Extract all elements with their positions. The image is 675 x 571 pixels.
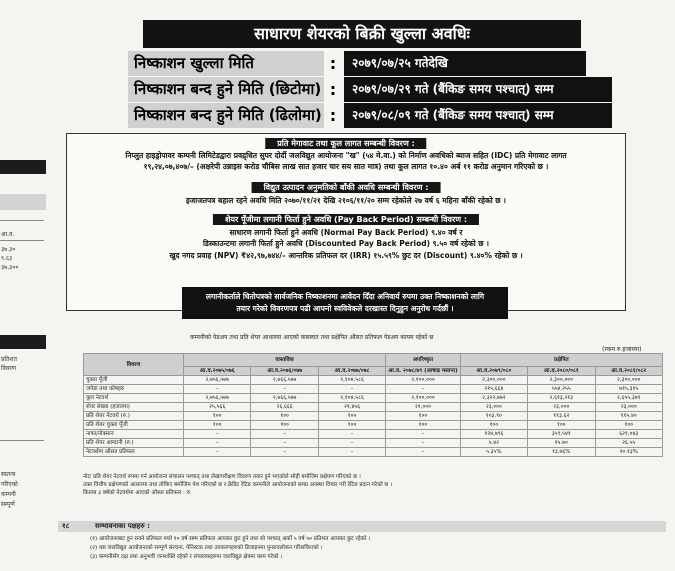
cost-section-heading: प्रति मेगावाट तथा कूल लागत सम्बन्धी विवरण : [265, 138, 426, 149]
table-cell: १०० [318, 412, 385, 421]
table-row [84, 421, 663, 430]
sale-period-banner: साधारण शेयरको बिक्री खुल्ला अवधिः [143, 20, 581, 48]
table-cell: – [184, 385, 251, 394]
table-note: किताब ३ बर्षको नेटवर्थमा आएको औसत प्रतिफल : रु. [83, 490, 192, 496]
left-label: प्रतिशत [1, 356, 17, 363]
list-item: (३) कम्पनीसँग दक्ष तथा अनुभवी जनशक्ति रहेको र संचालकहरुमा जलविद्युत क्षेत्रमा काम गरेको । [90, 554, 283, 560]
table-cell: – [251, 448, 318, 457]
table-cell: २१५,६६४ [460, 385, 527, 394]
table-cell: २०.१३% [595, 448, 663, 457]
table-cell: – [184, 448, 251, 457]
left-divider [0, 440, 44, 441]
prospects-list [90, 535, 665, 562]
license-text-line: इजाजतपत्र बहाल रहने अवधि मिति २०७०/११/२१ देखि २१०६/११/२० सम्म रहेकोले २७ वर्ष ६ महिना बाँकी रहेको छ । [186, 196, 506, 205]
column-group-actual: वास्तविक [184, 354, 386, 367]
warning-line: तयार गरेको विवरणपत्र पढी आफ्नो स्वविवेकले दरखास्त दिनुहुन अनुरोध गर्दछौं । [236, 304, 454, 313]
issue-close-early-date: २०७९/०७/२९ गते (बैंकिङ समय पश्चात्) सम्म [344, 77, 612, 102]
table-cell: – [318, 448, 385, 457]
table-cell: १०० [386, 421, 460, 430]
table-notes [83, 473, 663, 497]
section-title: सम्भावनाका पक्षहरु : [95, 522, 150, 530]
table-cell: २,१०४,५८६ [318, 394, 385, 403]
table-cell: ६२१,०४३ [595, 430, 663, 439]
table-cell: १०० [460, 421, 527, 430]
table-row [84, 448, 663, 457]
warning-line: लगानीकर्ताले धितोपत्रको सार्वजनिक निष्काशनमा आवेदन दिँदा अनिवार्य रुपमा उक्त निष्काशनको लागि [205, 292, 485, 301]
payback-text-line: डिस्काउन्टमा लगानी फिर्ता हुने अवधि (Discounted Pay Back Period) ९.५० वर्ष रहेको छ । [202, 239, 490, 248]
table-row [84, 376, 663, 385]
left-value: ३७.३० [1, 246, 16, 253]
row-label: शेयर संख्या (हजारमा) [84, 403, 184, 412]
table-note: नोटः प्रति शेयर नेटवर्थ रुपमा गर्न आयोजना संचालन पश्चात् तथा लेखापरीक्षण विवरण तयार हुने भएकोले सोही बमोजिम प्रक्षेपण गरिएको छ । [83, 474, 361, 480]
table-cell: १०० [318, 421, 385, 430]
license-section-heading: विद्युत उत्पादन अनुमतिको बाँकी अवधि सम्बन्धी विवरण : [252, 182, 441, 193]
left-divider [0, 240, 44, 241]
table-cell: २६.५५ [595, 439, 663, 448]
cost-text-line: १९,२४,०७,४०७/– (अक्षरेपी उन्नाइस करोड चौबिस लाख सात हजार चार सय सात मात्र) तथा कूल लागत १०.४० अर्ब ११ करोड अनुमान गरिएको छ । [143, 162, 549, 171]
cost-text-line: निप्लुत हाइड्रोपावर कम्पनी लिमिटेडद्वारा प्रवद्र्धित सुपर दोर्दी जलविद्युत आयोजना "ख" (५४ मे.वा.) को निर्माण अवधिको ब्याज सहित (IDC) प्रति मेगावाट लागत [125, 151, 567, 160]
table-cell: १३.७६% [528, 448, 595, 457]
column-group-unaudited: अपरिष्कृत [386, 354, 460, 367]
investor-warning-box [182, 287, 508, 319]
table-cell: – [251, 439, 318, 448]
project-info-box [66, 133, 626, 311]
table-row [84, 430, 663, 439]
table-row [84, 412, 663, 421]
table-cell: २३,००० [460, 403, 527, 412]
table-cell: २,७५६,५७७ [184, 376, 251, 385]
column-header-unaudited-year: आ.व. २०७८/७९ (आषाढ मसान्त) [386, 367, 460, 376]
table-cell: २,६१३,२१३ [528, 394, 595, 403]
table-cell: ५.३५% [460, 448, 527, 457]
row-label: प्रति शेयर नेटवर्थ (रु.) [84, 412, 184, 421]
payback-text-line: साधारण लगानी फिर्ता हुने अवधि (Normal Pay Back Period) ९.४० वर्ष र [229, 228, 463, 237]
row-label: प्रति शेयर चुक्ता पूँजी [84, 421, 184, 430]
table-cell: १०० [184, 421, 251, 430]
left-label: गरिएको [1, 481, 18, 488]
left-label: कम्पनी [1, 491, 16, 498]
financial-table-body [84, 376, 663, 457]
row-label: नेटवर्थमा औसत प्रतिफल [84, 448, 184, 457]
financial-table [83, 353, 663, 457]
table-cell: २३,००० [528, 403, 595, 412]
list-item: (२) यस जलविद्युत आयोजनाको सम्पूर्ण संरचना, पेनिस्टक तथा उपकरणहरुको डिजाइनमा पुनरावलोकन गरिसकिएको । [90, 545, 323, 551]
table-cell: २,१००,००० [386, 376, 460, 385]
left-value: ३७,३०० [1, 264, 19, 271]
colon: : [329, 54, 337, 73]
colon: : [329, 80, 337, 99]
table-cell: १०० [386, 412, 460, 421]
table-cell: २५,५६६ [184, 403, 251, 412]
npv-irr-text-line: खुद नगद प्रवाह (NPV) ₹४२,९७,७४४/– आन्तरिक प्रतिफल दर (IRR) १५.५९% छुट दर (Discount) ९.४०% रहेको छ । [169, 251, 523, 260]
table-cell: – [251, 430, 318, 439]
column-header-description: विवरण [84, 354, 184, 376]
table-cell: २,७६६,५७७ [251, 376, 318, 385]
issue-open-date: २०७९/०७/२५ गतेदेखि [344, 51, 586, 76]
table-cell: ११५.४० [595, 412, 663, 421]
table-cell: १०३.९० [460, 412, 527, 421]
table-note: उक्त वित्तीय प्रक्षेपणको आधारमा तथा तोकिए बमोजिम पेश गरिएको छ र क्रेडिट रेटिङ कम्पनीले आयोजनाको समग्र अवस्था विचार गरी रेटिङ प्रदान गरेको छ । [83, 482, 393, 488]
column-header-year: आ.व.२०७६/०७७ [251, 367, 318, 376]
table-cell: ५.४२ [460, 439, 527, 448]
table-cell: २१,४५६ [318, 403, 385, 412]
table-cell: – [386, 385, 460, 394]
table-cell: २,६५५,३७९ [595, 394, 663, 403]
left-column-header-bar [0, 160, 46, 174]
column-header-year: आ.व.२०८१/०८२ [595, 367, 663, 376]
left-cutoff-column [0, 150, 46, 571]
left-column-grey-band [0, 194, 46, 210]
table-cell: १२४,७९६ [460, 430, 527, 439]
left-col-heading: आ.व. [1, 231, 15, 238]
table-cell: – [386, 430, 460, 439]
row-label: चुक्ता पूँजी [84, 376, 184, 385]
table-cell: १०० [251, 421, 318, 430]
section-number: १८ [62, 522, 70, 530]
left-label: सम्पूर्ण [1, 501, 15, 508]
left-divider [0, 220, 44, 221]
table-cell: ५५४,२५५ [528, 385, 595, 394]
issue-open-label: निष्काशन खुल्ला मिति [128, 51, 324, 76]
table-cell: २६,६६६ [251, 403, 318, 412]
table-row [84, 403, 663, 412]
table-header-row [84, 354, 663, 367]
issue-close-early-row [128, 77, 612, 102]
row-label: नाफा/नोक्सान [84, 430, 184, 439]
left-column-section-bar [0, 335, 46, 349]
table-cell: १०० [251, 412, 318, 421]
table-cell: ११३.६२ [528, 412, 595, 421]
table-cell: २,७५६,५७७ [184, 394, 251, 403]
colon: : [329, 106, 337, 125]
column-header-year: आ.व.२०८०/०८१ [528, 367, 595, 376]
issue-close-late-label: निष्काशन बन्द हुने मिति (ढिलोमा) [128, 103, 324, 128]
table-cell: ३५९,५४१ [528, 430, 595, 439]
row-label: कूल नेटवर्थ [84, 394, 184, 403]
table-cell: – [318, 439, 385, 448]
table-caption: कम्पनीको पेडअप तथा प्रति शेयर आधारमा आएको वासलात तथा प्रक्षेपित औसत प्रतिफल पेडअप कायम रहेको छ [190, 334, 434, 341]
table-cell: – [318, 385, 385, 394]
payback-section-heading: शेयर पूँजीमा लगानी फिर्ता हुने अवधि (Pay Back Period) सम्बन्धी विवरण : [213, 214, 479, 225]
table-unit: (रकम रु.हजारमा) [602, 346, 642, 353]
row-label: जगेडा तथा कोषहरु [84, 385, 184, 394]
issue-close-late-row [128, 103, 612, 128]
issue-open-row [128, 51, 586, 76]
column-header-year: आ.व.२०७९/०८० [460, 367, 527, 376]
list-item: (१) आयोजनाबाट हुन सक्ने प्रतिफल मध्ये १० वर्ष सम्म प्रतिफल आयकर छुट हुने तथा सो पश्चात् अर्को ५ वर्ष ५० प्रतिशत आयकर छुट रहेको । [90, 536, 371, 542]
table-cell: – [184, 430, 251, 439]
column-group-projected: प्रक्षेपित [460, 354, 662, 367]
table-cell: २,३००,००० [528, 376, 595, 385]
table-cell: – [318, 430, 385, 439]
issue-close-early-label: निष्काशन बन्द हुने मिति (छिटोमा) [128, 77, 324, 102]
table-cell: – [251, 385, 318, 394]
table-cell: १०० [184, 412, 251, 421]
table-row [84, 385, 663, 394]
table-cell: २३,००० [595, 403, 663, 412]
column-header-year: आ.व.२०७७/०७८ [318, 367, 385, 376]
table-cell: २,१०४,५८६ [318, 376, 385, 385]
table-cell: ७१५,३१५ [595, 385, 663, 394]
table-cell: १५.७० [528, 439, 595, 448]
table-cell: १०० [595, 421, 663, 430]
table-cell: २,३२२,७७२ [460, 394, 527, 403]
table-cell: १०० [528, 421, 595, 430]
table-cell: २,३००,००० [595, 376, 663, 385]
left-label: स्वतन्त्र [1, 471, 16, 478]
column-header-year: आ.व.२०७५/०७६ [184, 367, 251, 376]
table-cell: – [386, 439, 460, 448]
left-value: ९.६३ [1, 255, 13, 262]
issue-close-late-date: २०७९/०८/०९ गते (बैंकिङ समय पश्चात्) सम्म [344, 103, 612, 128]
left-label: विवरण [1, 365, 17, 372]
table-cell: – [386, 448, 460, 457]
table-cell: २,१००,००० [386, 394, 460, 403]
table-cell: २१,००० [386, 403, 460, 412]
table-row [84, 439, 663, 448]
table-cell: २,७६६,५७७ [251, 394, 318, 403]
table-cell: २,३००,००० [460, 376, 527, 385]
table-cell: – [184, 439, 251, 448]
row-label: प्रति शेयर आम्दानी (रु.) [84, 439, 184, 448]
table-row [84, 394, 663, 403]
